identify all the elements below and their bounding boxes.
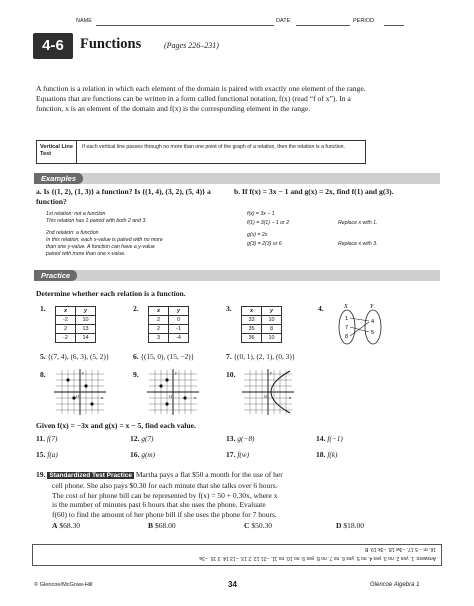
problem-number: 7.	[226, 352, 232, 361]
choice-d[interactable]	[336, 521, 364, 530]
value-expression: f(w)	[237, 450, 250, 459]
choice-b[interactable]	[148, 521, 176, 530]
problem-19-line: f(60) to find the amount of her phone bill if she uses the phone for 7 hours.	[52, 510, 277, 520]
table-cell: -2	[56, 316, 76, 325]
value-problem	[36, 450, 58, 459]
origin-label: O	[169, 394, 172, 399]
set-text: {(7, 4), (6, 3), (5, 2)}	[47, 352, 110, 361]
problem-19-line: The cost of her phone bill can be represented by f(x) = 50 + 0.30x, where x	[52, 490, 278, 500]
value-problem	[226, 450, 249, 459]
footer-book-title: Glencoe Algebra 1	[370, 582, 420, 588]
table-cell: y	[169, 307, 189, 316]
value-expression: f(−1)	[327, 434, 343, 443]
x-axis-label: x	[289, 395, 291, 400]
problem-19-line: Martha pays a flat $50 a month for the use of her	[135, 470, 283, 479]
table-cell: -1	[169, 325, 189, 334]
mapping-y-label: Y	[370, 304, 374, 310]
intro-paragraph: A function is a relation in which each element of the domain is paired with exactly one element of the range. Equations that are functions can be written in a form called functional notation, f(x) (read “f of x”). In a function, x is an element of the domain and f(x) is the corresponding element in the range.	[36, 84, 366, 113]
problem-19-line: cell phone. She also pays $0.30 for each minute that she talks over 6 hours.	[52, 480, 278, 490]
value-expression: g(−8)	[237, 434, 255, 443]
date-label: DATE	[276, 18, 291, 24]
problem-number: 6.	[133, 352, 139, 361]
given-functions: Given f(x) = −3x and g(x) = x − 5, find each value.	[36, 421, 196, 430]
origin-label: O	[76, 394, 79, 399]
table-cell: 0	[169, 316, 189, 325]
choice-letter: C	[244, 521, 250, 530]
name-field[interactable]	[96, 17, 274, 26]
value-problem	[316, 450, 337, 459]
practice-heading: Practice	[34, 270, 77, 281]
example-a-question: a. Is {(1, 2), (1, 3)} a function? Is {(1, 4), (3, 2), (5, 4)} a function?	[36, 187, 211, 206]
table-cell: 36	[242, 334, 262, 343]
choice-text: $68.00	[154, 521, 176, 530]
table-cell: 10	[76, 316, 96, 325]
problem-number: 8.	[40, 370, 46, 379]
problem-number: 12.	[130, 434, 140, 443]
example-a-line: This relation has 1 paired with both 2 and 3.	[46, 218, 147, 224]
example-b-note: Replace x with 1.	[338, 220, 378, 226]
value-problem	[316, 434, 343, 443]
y-axis-label: y	[270, 370, 272, 375]
choice-text: $50.30	[251, 521, 272, 530]
name-label: NAME	[76, 18, 92, 24]
graph-9	[145, 368, 201, 416]
value-expression: f(7)	[46, 434, 58, 443]
problem-number: 11.	[36, 434, 46, 443]
domain-value: 1	[345, 316, 349, 322]
example-a-line: 1st relation: not a function	[46, 211, 106, 217]
problem-number: 19.	[36, 470, 46, 479]
vertical-line-test-label: Vertical Line Test	[37, 141, 77, 163]
problem-number: 14.	[316, 434, 326, 443]
table-cell: 3	[149, 334, 169, 343]
x-axis-label: x	[101, 395, 103, 400]
table-cell: 2	[149, 325, 169, 334]
set-text: {(15, 0), (15, −2)}	[140, 352, 195, 361]
value-problem	[36, 434, 57, 443]
examples-heading: Examples	[34, 173, 83, 184]
set-problem-7	[226, 352, 295, 361]
standardized-test-tag: Standardized Test Practice	[49, 472, 132, 479]
graph-10	[240, 368, 296, 416]
practice-band	[34, 270, 440, 281]
range-value: 4	[371, 319, 375, 325]
mapping-arrows	[350, 318, 369, 336]
period-label: PERIOD	[353, 18, 375, 24]
y-axis-label: y	[175, 370, 177, 375]
problem-number: 5.	[40, 352, 46, 361]
vertical-line-test-text: If each vertical line passes through no more than one point of the graph of a relation, then the relation is a function.	[82, 144, 345, 150]
table-cell: 13	[76, 325, 96, 334]
example-a-line: 2nd relation: a function	[46, 230, 99, 236]
relation-table-3	[241, 306, 282, 343]
value-problem	[130, 434, 154, 443]
table-cell: 33	[242, 316, 262, 325]
page-range: (Pages 226–231)	[164, 41, 219, 50]
mapping-diagram	[330, 300, 390, 348]
value-expression: g(m)	[141, 450, 156, 459]
example-b-step: f(1) = 3(1) − 1 or 2	[247, 220, 290, 226]
set-problem-6	[133, 352, 194, 361]
table-cell: 2	[149, 316, 169, 325]
problem-number: 1.	[40, 304, 46, 313]
table-cell: 14	[76, 334, 96, 343]
x-axis-label: x	[194, 395, 196, 400]
example-b-note: Replace x with 3.	[338, 241, 378, 247]
date-field[interactable]	[296, 17, 350, 26]
table-cell: x	[242, 307, 262, 316]
value-problem	[226, 434, 254, 443]
y-axis-label: y	[82, 370, 84, 375]
problem-number: 4.	[318, 304, 324, 313]
table-cell: x	[149, 307, 169, 316]
value-expression: f(k)	[327, 450, 338, 459]
table-cell: y	[76, 307, 96, 316]
example-a-line: than one y-value. A function can have a y-value	[46, 244, 155, 250]
problem-number: 3.	[226, 304, 232, 313]
choice-letter: A	[52, 521, 58, 530]
mapping-x-label: X	[344, 304, 348, 310]
footer-copyright: © Glencoe/McGraw-Hill	[34, 582, 93, 588]
table-cell: x	[56, 307, 76, 316]
value-expression: f(a)	[47, 450, 58, 459]
table-cell: 8	[262, 325, 282, 334]
relation-table-1	[55, 306, 96, 343]
answer-key-line: 16. m − 5 17. −3w 18. −3k 19. B	[364, 546, 436, 552]
value-problem	[130, 450, 155, 459]
choice-letter: D	[336, 521, 342, 530]
table-cell: y	[262, 307, 282, 316]
table-cell: 2	[56, 325, 76, 334]
domain-value: 8	[345, 334, 349, 340]
footer-page-number: 34	[228, 580, 237, 589]
problem-number: 16.	[130, 450, 140, 459]
example-b-step: f(x) = 3x − 1	[247, 211, 275, 217]
range-oval	[365, 310, 381, 344]
example-b-question: b. If f(x) = 3x − 1 and g(x) = 2x, find f(1) and g(3).	[234, 187, 394, 196]
table-cell: -2	[56, 334, 76, 343]
domain-value: 7	[345, 325, 349, 331]
answer-key-line: Answers: 1. yes 2. no 3. yes 4. no 5. yes 6. no 7. no 8. yes 9. no 10. no 11. −21 12. 2 13. −13 14. 3 15. −3a	[199, 555, 436, 561]
origin-label: O	[264, 394, 267, 399]
choice-a[interactable]	[52, 521, 80, 530]
example-a-line: paired with more than one x-value.	[46, 251, 126, 257]
choice-text: $18.00	[343, 521, 364, 530]
table-cell: -4	[169, 334, 189, 343]
choice-letter: B	[148, 521, 154, 530]
problem-number: 15.	[36, 450, 46, 459]
problem-number: 13.	[226, 434, 236, 443]
problem-number: 9.	[133, 370, 139, 379]
range-value: 5	[371, 330, 375, 336]
table-cell: 35	[242, 325, 262, 334]
table-cell: 10	[262, 334, 282, 343]
problem-number: 10.	[226, 370, 236, 379]
vertical-line-test-box	[36, 140, 366, 164]
set-text: {(0, 1), (2, 1), (0, 3)}	[233, 352, 296, 361]
example-a-line: In this relation, each x-value is paired with no more	[46, 237, 163, 243]
problem-19	[36, 470, 436, 520]
examples-band	[34, 173, 440, 184]
example-b-step: g(x) = 2x	[247, 232, 268, 238]
graph-8	[52, 368, 108, 416]
set-problem-5	[40, 352, 109, 361]
relation-table-2	[148, 306, 189, 343]
period-field[interactable]	[384, 17, 404, 26]
example-b-step: g(3) = 2(3) or 6	[247, 241, 282, 247]
choice-text: $68.30	[59, 521, 80, 530]
table-cell: 10	[262, 316, 282, 325]
problem-number: 2.	[133, 304, 139, 313]
value-expression: g(7)	[141, 434, 154, 443]
lesson-badge: 4-6	[33, 33, 73, 59]
problem-number: 18.	[316, 450, 326, 459]
problem-number: 17.	[226, 450, 236, 459]
choice-c[interactable]	[244, 521, 272, 530]
practice-instruction: Determine whether each relation is a function.	[36, 289, 186, 298]
page-title: Functions	[80, 36, 142, 52]
problem-19-line: is the number of minutes past 6 hours that she uses the phone. Evaluate	[52, 500, 266, 510]
